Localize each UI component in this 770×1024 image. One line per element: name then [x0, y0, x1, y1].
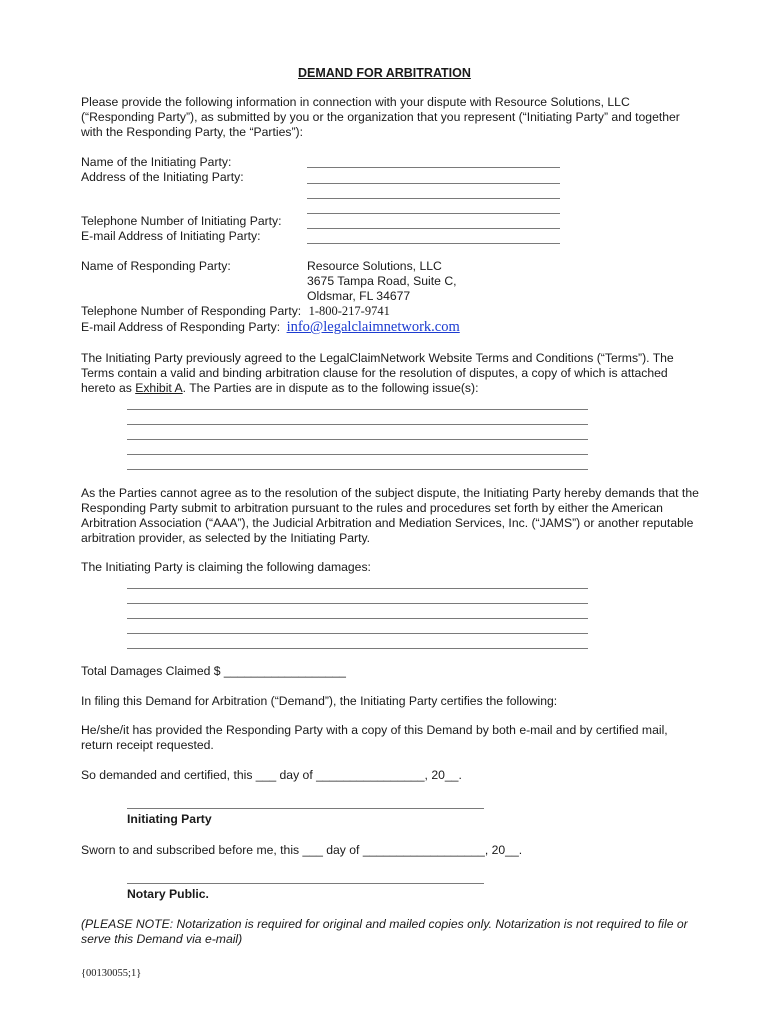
initiating-address-field-1[interactable] — [307, 183, 560, 184]
notarization-note: (PLEASE NOTE: Notarization is required for original and mailed copies only. Notarization is not required to file or serve this Demand via e-mail) — [81, 917, 688, 946]
initiating-signature-label: Initiating Party — [127, 812, 212, 826]
terms-text-a: The Initiating Party previously agreed to the LegalClaimNetwork Website Terms and Conditions (“Terms”). The Terms contain a valid and binding arbitration clause for the resolution of disputes, a copy of which is attached hereto as — [81, 351, 674, 395]
footer-document-id: {00130055;1} — [81, 968, 142, 979]
initiating-email-label: E-mail Address of Initiating Party: — [81, 229, 261, 243]
responding-email-link[interactable]: info@legalclaimnetwork.com — [286, 319, 460, 335]
total-damages[interactable]: Total Damages Claimed $ __________________ — [81, 664, 346, 678]
certify-intro: In filing this Demand for Arbitration (“Demand”), the Initiating Party certifies the following: — [81, 694, 558, 708]
damages-line-5[interactable] — [127, 648, 588, 649]
damages-intro: The Initiating Party is claiming the following damages: — [81, 560, 371, 574]
responding-name: Resource Solutions, LLC — [307, 259, 442, 273]
notary-label: Notary Public. — [127, 887, 209, 901]
initiating-address-field-2[interactable] — [307, 198, 560, 199]
responding-address-line-1: 3675 Tampa Road, Suite C, — [307, 274, 457, 288]
initiating-email-field[interactable] — [307, 243, 560, 244]
responding-name-label: Name of Responding Party: — [81, 259, 231, 273]
responding-phone-label: Telephone Number of Responding Party: — [81, 304, 302, 318]
so-demanded-line[interactable]: So demanded and certified, this ___ day of ________________, 20__. — [81, 768, 462, 782]
damages-line-4[interactable] — [127, 633, 588, 634]
issue-line-5[interactable] — [127, 469, 588, 470]
issue-line-3[interactable] — [127, 439, 588, 440]
damages-line-2[interactable] — [127, 603, 588, 604]
issue-line-1[interactable] — [127, 409, 588, 410]
responding-address-line-2: Oldsmar, FL 34677 — [307, 289, 411, 303]
initiating-phone-field[interactable] — [307, 228, 560, 229]
responding-phone-row — [81, 304, 390, 319]
responding-phone: 1-800-217-9741 — [308, 304, 390, 318]
sworn-line[interactable]: Sworn to and subscribed before me, this ___ day of __________________, 20__. — [81, 843, 523, 857]
certify-text: He/she/it has provided the Responding Party with a copy of this Demand by both e-mail and by certified mail, return receipt requested. — [81, 723, 668, 752]
initiating-name-label: Name of the Initiating Party: — [81, 155, 232, 169]
notary-signature-line[interactable] — [127, 883, 484, 884]
responding-email-row — [81, 320, 460, 335]
intro-paragraph: Please provide the following information in connection with your dispute with Resource Solutions, LLC (“Responding Party”), as submitted by you or the organization that you represent (“Initiating Party” and together with the Responding Party, the “Parties”): — [81, 95, 680, 139]
damages-line-3[interactable] — [127, 618, 588, 619]
responding-email-label: E-mail Address of Responding Party: — [81, 320, 281, 334]
damages-line-1[interactable] — [127, 588, 588, 589]
issue-line-4[interactable] — [127, 454, 588, 455]
initiating-address-label: Address of the Initiating Party: — [81, 170, 244, 184]
initiating-name-field[interactable] — [307, 167, 560, 168]
exhibit-a-reference: Exhibit A — [135, 381, 183, 395]
initiating-address-field-3[interactable] — [307, 213, 560, 214]
initiating-signature-line[interactable] — [127, 808, 484, 809]
terms-paragraph — [81, 351, 701, 396]
terms-text-b: . The Parties are in dispute as to the following issue(s): — [182, 381, 479, 395]
issue-line-2[interactable] — [127, 424, 588, 425]
document-title: DEMAND FOR ARBITRATION — [298, 66, 471, 80]
initiating-phone-label: Telephone Number of Initiating Party: — [81, 214, 282, 228]
arbitration-paragraph: As the Parties cannot agree as to the resolution of the subject dispute, the Initiating Party hereby demands that the Responding Party submit to arbitration pursuant to the rules and procedures set forth by either the American Arbitration Association (“AAA”), the Judicial Arbitration and Mediation Services, Inc. (“JAMS”) or another reputable arbitration provider, as selected by the Initiating Party. — [81, 486, 699, 545]
